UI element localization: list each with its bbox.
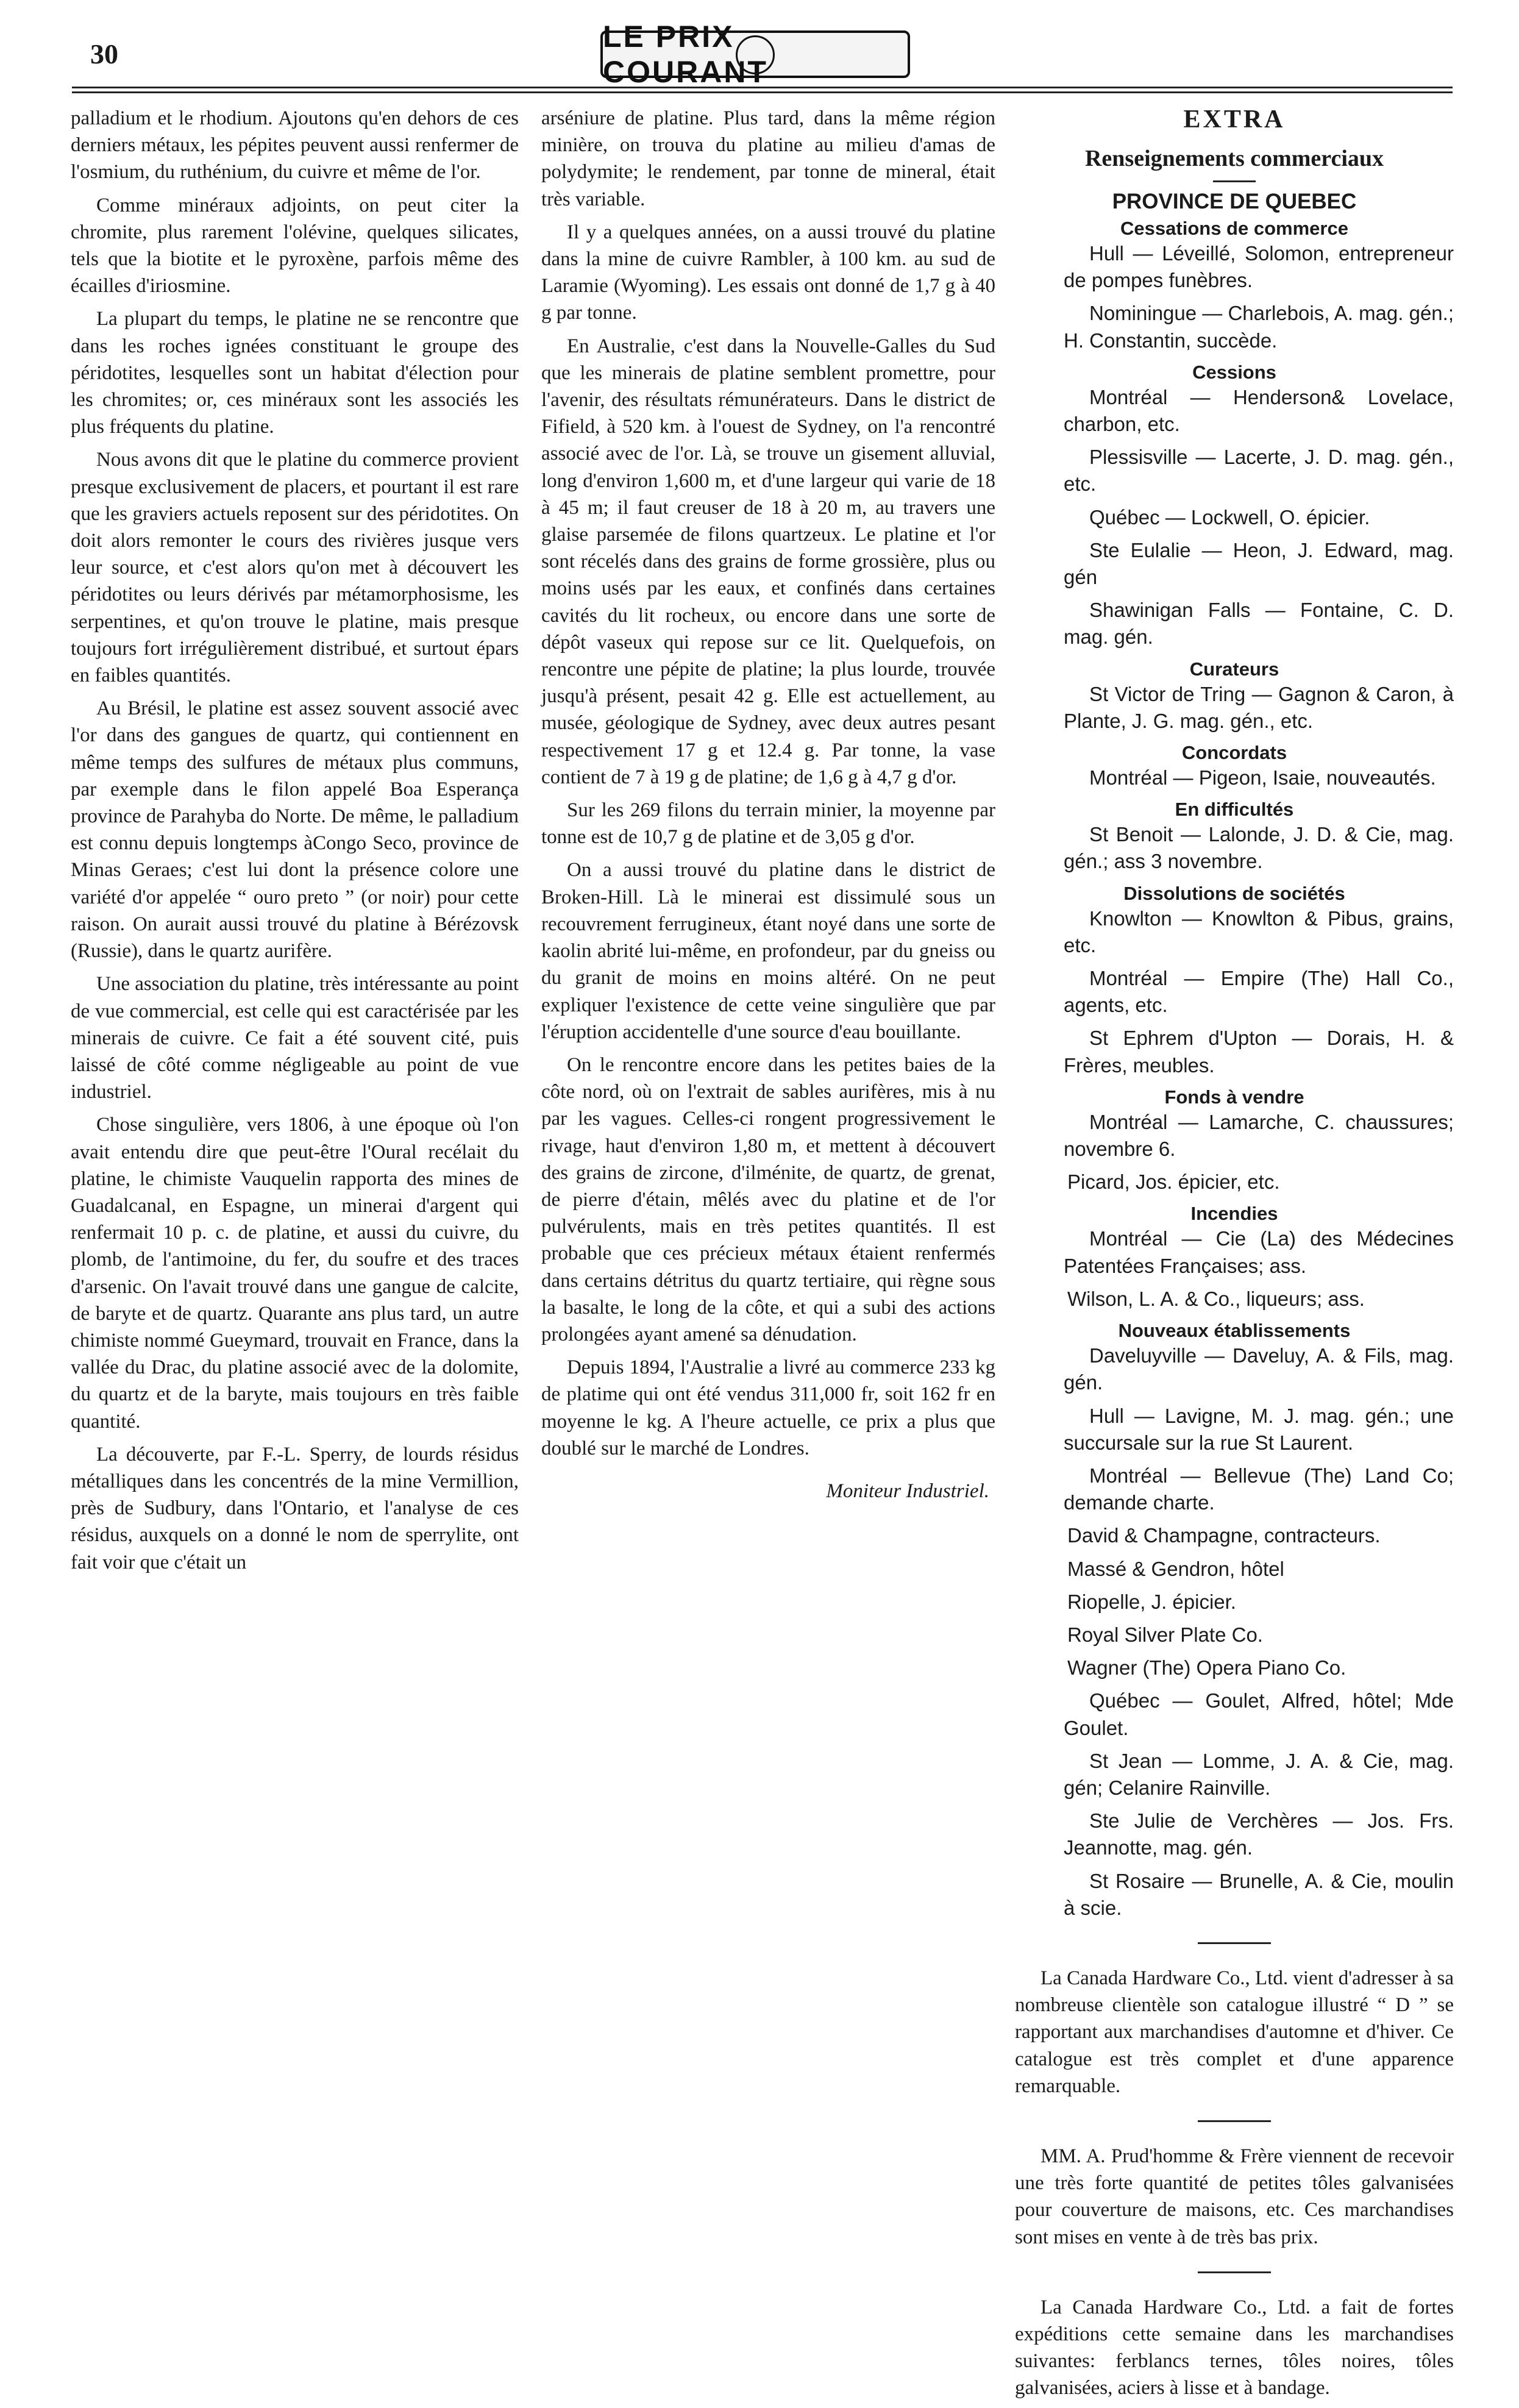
notice-entry: Knowlton — Knowlton & Pibus, grains, etc.: [1064, 907, 1454, 956]
notice-entry: St Rosaire — Brunelle, A. & Cie, moulin à scie.: [1064, 1869, 1454, 1919]
page-number: 30: [90, 38, 118, 69]
news-item: La Canada Hardware Co., Ltd. a fait de fortes expéditions cette semaine dans les marchandises suivantes: ferblancs ternes, tôles noires, tôles galvanisées, aciers à lisse et à bandage.: [1015, 2296, 1454, 2399]
notice-entry: Hull — Lavigne, M. J. mag. gén.; une succursale sur la rue St Laurent.: [1064, 1404, 1454, 1454]
section-heading: Incendies: [1190, 1203, 1278, 1225]
article-paragraph: En Australie, c'est dans la Nouvelle-Galles du Sud que les minerais de platine semblent promettre, pour l'avenir, des résultats rémunérateurs. Dans le district de Fifield, à 520 km. à l'ouest de Sydney, on l'a rencontré associé avec de l'or. Là, se trouve un gisement alluvial, long d'environ 1,600 m, et d'une largeur qui varie de 18 à 45 m; il faut creuser de 18 à 20 m, au travers une glaise parsemée de filons quartzeux. Le platine et l'or sont récelés dans des grains de forme grossière, plus ou moins usés par les eaux, et confinés dans certaines cavités du lit rocheux, ou encore dans une sorte de dépôt vaseux qui repose sur ce lit. Quelquefois, on rencontre une pépite de platine; la plus lourde, trouvée jusqu'à présent, pesait 42 g. Elle est actuellement, au musée, géologique de Sydney, avec deux autres pesant respectivement 17 g et 12.4 g. Par tonne, la vase contient de 7 à 19 g de platine; de 1,6 g à 4,7 g d'or.: [541, 335, 995, 788]
section-heading: Concordats: [1181, 742, 1287, 764]
notice-entry: Ste Julie de Verchères — Jos. Frs. Jeannotte, mag. gén.: [1064, 1809, 1454, 1859]
notice-entry: Shawinigan Falls — Fontaine, C. D. mag. gén.: [1064, 599, 1454, 649]
notice-subentry: David & Champagne, contracteurs.: [1067, 1524, 1381, 1547]
news-item: MM. A. Prud'homme & Frère viennent de recevoir une très forte quantité de petites tôles galvanisées pour couverture de maisons, etc. Ces marchandises sont mises en vente à de très bas prix.: [1015, 2145, 1454, 2248]
notice-entry: Nominingue — Charlebois, A. mag. gén.; H. Constantin, succède.: [1064, 302, 1454, 352]
section-heading: En difficultés: [1175, 799, 1294, 821]
article-paragraph: Sur les 269 filons du terrain minier, la moyenne par tonne est de 10,7 g de platine et de 3,05 g d'or.: [541, 799, 995, 849]
notice-subentry: Riopelle, J. épicier.: [1067, 1590, 1236, 1613]
article-paragraph: Au Brésil, le platine est assez souvent associé avec l'or dans des gangues de quartz, qui contiennent en même temps des sulfures de métaux plus communs, par exemple dans le filon appelé Boa Esperança province de Parahyba do Norte. De même, le palladium est connu depuis longtemps àCongo Seco, province de Minas Geraes; c'est lui dont la présence colore une variété d'or appelée “ ouro preto ” (or noir) pour cette raison. On aurait aussi trouvé du platine à Bérézovsk (Russie), dans le quartz aurifère.: [71, 697, 519, 963]
extra-column: [1015, 105, 1454, 2408]
article-paragraph: Il y a quelques années, on a aussi trouvé du platine dans la mine de cuivre Rambler, à 100 km. au sud de Laramie (Wyoming). Les essais ont donné de 1,7 g à 40 g par tonne.: [541, 221, 995, 324]
section-heading: Cessions: [1192, 361, 1276, 383]
extra-subtitle: Renseignements commerciaux: [1084, 146, 1384, 171]
article-paragraph: La découverte, par F.-L. Sperry, de lourds résidus métalliques dans les concentrés de la mine Vermillion, près de Sudbury, dans l'Ontario, et l'analyse de ces résidus, auxquels on a donné le nom de sperrylite, ont fait voir que c'était un: [71, 1443, 519, 1573]
notice-subentry: Royal Silver Plate Co.: [1067, 1623, 1263, 1646]
header-rule-2: [72, 91, 1453, 93]
article-signature: Moniteur Industriel.: [826, 1480, 989, 1502]
masthead-logo: [600, 20, 910, 89]
article-paragraph: Comme minéraux adjoints, on peut citer la chromite, plus rarement l'olévine, quelques silicates, tels que la biotite et le pyroxène, parfois même des écailles d'iriosmine.: [71, 194, 519, 297]
article-paragraph: La plupart du temps, le platine ne se rencontre que dans les roches ignées constituant le groupe des péridotites, lesquelles sont un habitat d'élection pour les chromites; or, ces minéraux sont les associés les plus fréquents du platine.: [71, 308, 519, 438]
notice-entry: St Jean — Lomme, J. A. & Cie, mag. gén; Celanire Rainville.: [1064, 1749, 1454, 1799]
notice-subentry: Wagner (The) Opera Piano Co.: [1067, 1656, 1346, 1680]
header-rule: [72, 87, 1453, 88]
divider: [1198, 1942, 1271, 1944]
notice-entry: Montréal — Cie (La) des Médecines Patentées Françaises; ass.: [1064, 1227, 1454, 1277]
notice-entry: St Benoit — Lalonde, J. D. & Cie, mag. gén.; ass 3 novembre.: [1064, 823, 1454, 873]
masthead-title: LE PRIX COURANT: [603, 20, 768, 89]
divider: [1198, 2271, 1271, 2273]
article-column-2: [541, 105, 995, 1511]
article-paragraph: Depuis 1894, l'Australie a livré au commerce 233 kg de platime qui ont été vendus 311,000 fr, soit 162 fr en moyenne le kg. A l'heure actuelle, ce prix a plus que doublé sur le marché de Londres.: [541, 1356, 995, 1459]
section-heading: Curateurs: [1189, 658, 1279, 680]
province-heading: PROVINCE DE QUEBEC: [1112, 190, 1357, 213]
notice-entry: Montréal — Pigeon, Isaie, nouveautés.: [1089, 766, 1436, 789]
notice-entry: Montréal — Lamarche, C. chaussures; novembre 6.: [1064, 1110, 1454, 1161]
divider: [1213, 180, 1256, 182]
notice-entry: Montréal — Henderson& Lovelace, charbon, etc.: [1064, 385, 1454, 436]
article-paragraph: palladium et le rhodium. Ajoutons qu'en dehors de ces derniers métaux, les pépites peuvent aussi renfermer de l'osmium, du ruthénium, du cuivre et même de l'or.: [71, 107, 519, 183]
notice-entry: St Victor de Tring — Gagnon & Caron, à Plante, J. G. mag. gén., etc.: [1064, 682, 1454, 732]
article-paragraph: Une association du platine, très intéressante au point de vue commercial, est celle qui est caractérisée par les minerais de cuivre. Ce fait a été souvent cité, puis laissé de côté comme négligeable au point de vue industriel.: [71, 973, 519, 1103]
notice-entry: Daveluyville — Daveluy, A. & Fils, mag. gén.: [1064, 1344, 1454, 1394]
section-heading: Dissolutions de sociétés: [1123, 882, 1345, 904]
article-paragraph: arséniure de platine. Plus tard, dans la même région minière, on trouva du platine au milieu d'amas de polydymite; le rendement, par tonne de mineral, était très variable.: [541, 107, 995, 210]
divider: [1198, 2120, 1271, 2122]
notice-entry: Ste Eulalie — Heon, J. Edward, mag. gén: [1064, 538, 1454, 589]
article-paragraph: Nous avons dit que le platine du commerce provient presque exclusivement de placers, et pourtant il est rare que les graviers actuels reposent sur des péridotites. On doit alors remonter le cours des rivières jusque vers leur source, et c'est alors qu'on met à découvert les péridotites ou leurs dérivés par métamorphosisme, les serpentines, et qu'on trouve le platine, mais presque toujours fort irrégulièrement distribué, et surtout épars en faibles quantités.: [71, 449, 519, 687]
section-heading: Nouveaux établissements: [1118, 1320, 1351, 1342]
notice-entry: Hull — Léveillé, Solomon, entrepreneur de pompes funèbres.: [1064, 242, 1454, 292]
article-paragraph: On le rencontre encore dans les petites baies de la côte nord, où on l'extrait de sables aurifères, mis à nu par les vagues. Celles-ci rongent progressivement le rivage, haut d'environ 1,80 m, et mettent à découvert des grains de zircone, d'ilménite, de quartz, de grenat, de pierre d'étain, mêlés avec du platine et de l'or pulvérulents, mais en très petites quantités. Il est probable que ces précieux métaux étaient renfermés dans certains détritus du quartz tertiaire, qui règne sous la basalte, le long de la côte, et qui a subi des actions prolongées ayant amené sa dénudation.: [541, 1053, 995, 1345]
notice-entry: Montréal — Empire (The) Hall Co., agents, etc.: [1064, 967, 1454, 1017]
notice-entry: Québec — Lockwell, O. épicier.: [1089, 505, 1370, 529]
extra-title: EXTRA: [1183, 105, 1286, 134]
section-heading: Cessations de commerce: [1120, 218, 1348, 239]
notice-subentry: Wilson, L. A. & Co., liqueurs; ass.: [1067, 1287, 1365, 1310]
article-paragraph: Chose singulière, vers 1806, à une époque où l'on avait entendu dire que peut-être l'Oural recélait du platine, le chimiste Vauquelin rapporta des mines de Guadalcanal, en Espagne, un minerai d'argent qui renfermait 10 p. c. de platine, et aussi du cuivre, du plomb, de l'antimoine, du fer, du soufre et des traces d'arsenic. On l'avait trouvé dans une gangue de calcite, de baryte et de quartz. Quarante ans plus tard, un autre chimiste nommé Gueymard, trouvait en France, dans la vallée du Drac, du platine associé avec de la dolomite, du quartz et de la baryte, mais toujours en très faible quantité.: [71, 1114, 519, 1433]
news-item: La Canada Hardware Co., Ltd. vient d'adresser à sa nombreuse clientèle son catalogue illustré “ D ” se rapportant aux marchandises d'automne et d'hiver. Ce catalogue est très complet et d'une apparence remarquable.: [1015, 1967, 1454, 2097]
article-column-1: [71, 105, 519, 1582]
notice-entry: Québec — Goulet, Alfred, hôtel; Mde Goulet.: [1064, 1689, 1454, 1739]
notice-subentry: Picard, Jos. épicier, etc.: [1067, 1170, 1280, 1194]
notice-entry: Montréal — Bellevue (The) Land Co; demande charte.: [1064, 1464, 1454, 1514]
notice-subentry: Massé & Gendron, hôtel: [1067, 1557, 1284, 1580]
section-heading: Fonds à vendre: [1164, 1086, 1304, 1108]
notice-entry: Plessisville — Lacerte, J. D. mag. gén., etc.: [1064, 446, 1454, 496]
article-paragraph: On a aussi trouvé du platine dans le district de Broken-Hill. Là le minerai est dissimulé sous un recouvrement ferrugineux, étant noyé dans une sorte de kaolin abrité lui-même, en profondeur, par du gneiss ou du granit de moins en moins altéré. On ne peut expliquer l'existence de cette veine singulière que par l'éruption accidentelle d'une source d'eau bouillante.: [541, 859, 995, 1043]
notice-entry: St Ephrem d'Upton — Dorais, H. & Frères, meubles.: [1064, 1027, 1454, 1077]
